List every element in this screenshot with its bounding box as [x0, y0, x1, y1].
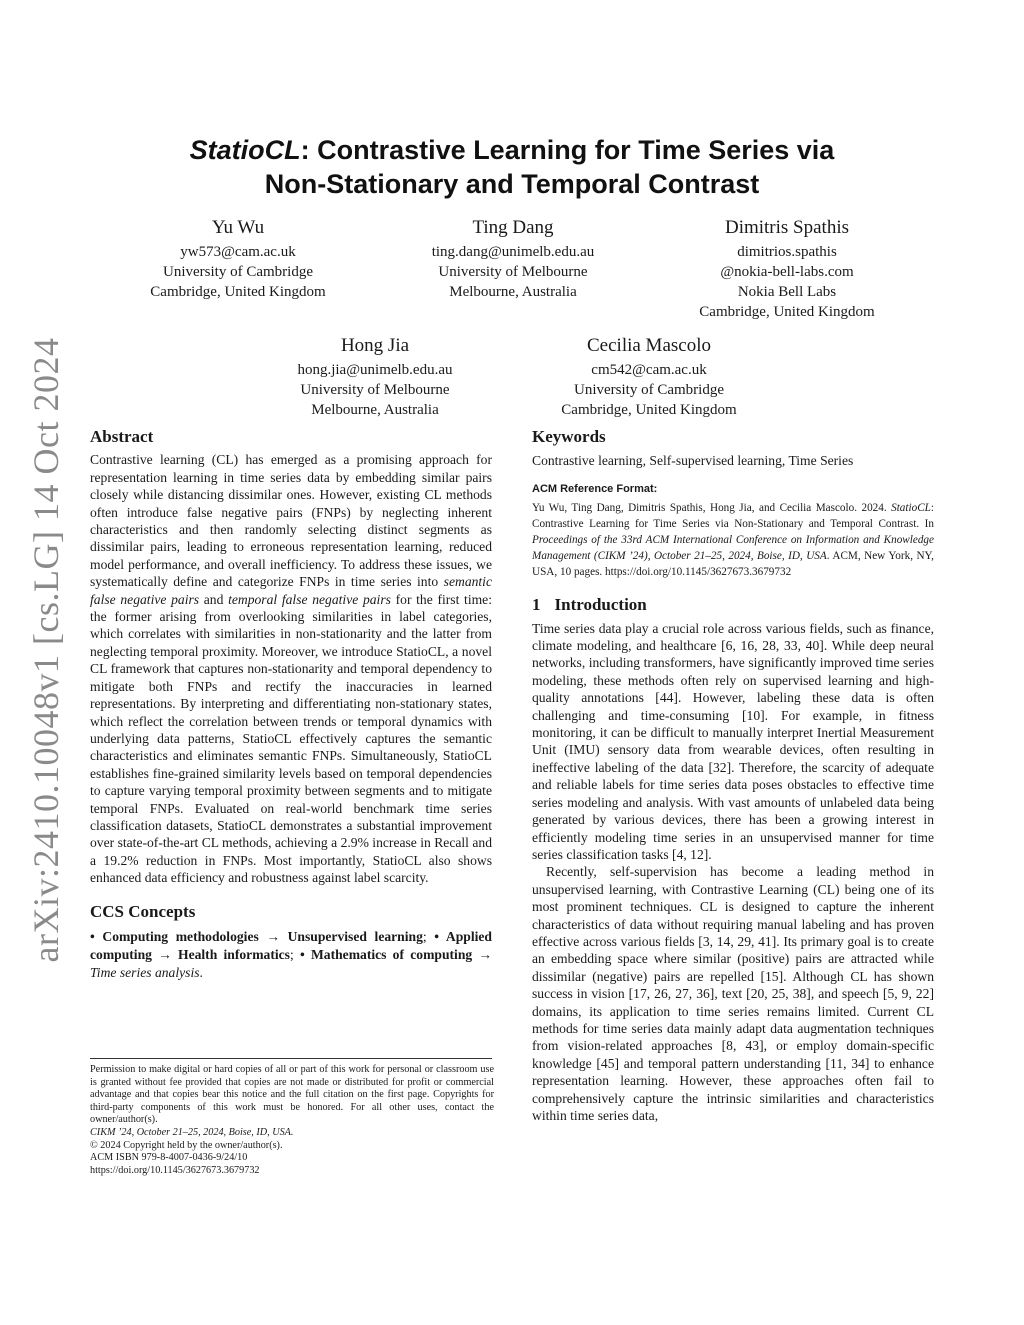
title-line-1-rest: : Contrastive Learning for Time Series via — [300, 135, 835, 165]
ccs-heading: CCS Concepts — [90, 901, 196, 921]
ccs-arrow: → — [151, 946, 178, 962]
arxiv-stamp — [26, 337, 66, 963]
ccs-concept-1a: Unsupervised learning — [287, 928, 423, 944]
footnote-rule — [90, 1058, 492, 1059]
author-location: Cambridge, United Kingdom — [699, 304, 875, 320]
venue-line: CIKM ’24, October 21–25, 2024, Boise, ID, USA. — [90, 1126, 294, 1138]
reference-tail: . ACM, New York, NY, USA, 10 pages. https://doi.org/10.1145/3627673.3679732 — [532, 550, 934, 579]
reference-title: : Contrastive Learning for Time Series via Non-Stationary and Temporal Contrast. In — [532, 502, 934, 531]
left-column — [90, 428, 492, 982]
reference-body — [532, 500, 934, 580]
section-title: Introduction — [554, 595, 647, 615]
ccs-concept-3a: Time series analysis — [90, 964, 200, 980]
author-block — [519, 334, 779, 420]
ccs-sep: ; — [422, 928, 435, 944]
intro-heading — [532, 596, 934, 613]
author-name: Yu Wu — [211, 217, 265, 238]
copyright-line: © 2024 Copyright held by the owner/author(s). — [90, 1139, 283, 1151]
ccs-concept-1: • Computing methodologies — [90, 928, 259, 944]
keywords-heading: Keywords — [532, 427, 606, 446]
intro-body — [532, 620, 934, 1125]
ccs-concept-2a: Health informatics — [178, 946, 290, 962]
author-email: dimitrios.spathis — [737, 244, 837, 260]
author-location: Melbourne, Australia — [449, 284, 577, 300]
abstract-text-1: Contrastive learning (CL) has emerged as a promising approach for representation learning in time series data by embedding similar pairs closely while distancing dissimilar ones. However, existing CL methods often introduce false negative pairs (FNPs) by neglecting inherent characteristics and then randomly selecting distinct segments as dissimilar pairs, leading to erroneous representation learning, reduced model performance, and overall inefficiency. To address these issues, we systematically define and categorize FNPs in time series into — [90, 452, 492, 590]
reference-heading: ACM Reference Format: — [532, 482, 658, 495]
author-name: Cecilia Mascolo — [587, 335, 711, 356]
author-affiliation: University of Melbourne — [438, 264, 588, 280]
intro-paragraph-2: Recently, self-supervision has become a leading method in unsupervised learning, with Contrastive Learning (CL) being one of its most prominent techniques. CL is designed to capture the inherent characteristics of data without requiring manual labeling and has proven effective across various fields [3, 14, 29, 41]. Its primary goal is to create an embedding space where similar (positive) pairs are attracted while dissimilar (negative) pairs are repelled [15]. Although CL has shown success in vision [17, 26, 27, 36], text [20, 25, 38], and speech [5, 9, 22] domains, its application to time series remains limited. Current CL methods for time series data mainly adapt data augmentation techniques from vision-related approaches [8, 43], or employ domain-specific knowledge [45] and temporal pattern understanding [11, 34] to enhance representation learning. However, these approaches often fail to comprehensively capture the intrinsic similarities and characteristics within time series data, — [532, 864, 934, 1123]
abstract-body — [90, 451, 492, 886]
author-email: yw573@cam.ac.uk — [180, 244, 296, 260]
author-name: Ting Dang — [472, 217, 554, 238]
section-number: 1 — [532, 595, 541, 615]
paper-title — [130, 133, 894, 201]
author-email-domain: @nokia-bell-labs.com — [720, 264, 854, 280]
author-location: Cambridge, United Kingdom — [561, 402, 737, 418]
reference-proceedings: Proceedings of the 33rd ACM International Conference on Information and Knowledge Management (CIKM ’24), October 21–25, 2024, Boise, ID, USA — [532, 534, 934, 563]
abstract-italic-2: temporal false negative pairs — [228, 591, 391, 607]
abstract-italic-1: semantic false negative pairs — [90, 574, 492, 607]
author-block — [245, 334, 505, 420]
title-italic: StatioCL — [189, 135, 301, 165]
author-affiliation: University of Melbourne — [300, 382, 450, 398]
title-line-2: Non-Stationary and Temporal Contrast — [264, 169, 760, 199]
ccs-end: . — [199, 964, 203, 980]
ccs-concept-2: • Applied computing — [90, 928, 492, 962]
reference-italic-name: StatioCL — [891, 502, 931, 515]
abstract-heading: Abstract — [90, 427, 154, 446]
author-block — [657, 216, 917, 322]
doi-line: https://doi.org/10.1145/3627673.3679732 — [90, 1164, 260, 1176]
author-affiliation: University of Cambridge — [574, 382, 724, 398]
author-location: Cambridge, United Kingdom — [150, 284, 326, 300]
ccs-sep: ; — [289, 946, 300, 962]
isbn-line: ACM ISBN 979-8-4007-0436-9/24/10 — [90, 1152, 248, 1164]
abstract-text-2: for the first time: the former arising from overlooking similarities in label categories, which correlates with similarities in non-stationarity and the latter from neglecting temporal proximity. Moreover, we introduce StatioCL, a novel CL framework that captures non-stationarity and temporal dependency to mitigate both FNPs and rectify the inaccuracies in learned representations. By interpreting and differentiating non-stationary states, which reflect the correlation between trends or temporal dynamics with underlying data patterns, StatioCL effectively captures the semantic characteristics and eliminates semantic FNPs. Simultaneously, StatioCL establishes fine-grained similarity levels based on temporal dependencies to capture varying temporal proximity between segments and to mitigate temporal FNPs. Evaluated on real-world benchmark time series classification datasets, StatioCL demonstrates a substantial improvement over state-of-the-art CL methods, achieving a 2.9% increase in Recall and a 19.2% reduction in FNPs. Most importantly, StatioCL also shows enhanced data efficiency and robustness against label scarcity. — [90, 591, 492, 886]
intro-paragraph-1: Time series data play a crucial role across various fields, such as finance, climate modeling, and healthcare [6, 16, 28, 33, 40]. While deep neural networks, including transformers, have significantly improved time series modeling, these methods often rely on supervised learning and high-quality annotations [44]. However, labeling these data is often challenging and time-consuming [10]. For example, in fitness monitoring, it can be difficult to manually interpret Inertial Measurement Unit (IMU) sensory data from wearable devices, often resulting in ineffective labeling of the data [32]. Therefore, the scarcity of adequate and reliable labels for time series data poses obstacles to effective time series modeling and analysis. With vast amounts of unlabeled data being generated by various devices, there has been a growing interest in efficiently modeling time series in an unsupervised manner for time series classification tasks [4, 12]. — [532, 620, 934, 862]
author-email: ting.dang@unimelb.edu.au — [431, 244, 595, 260]
ccs-arrow: → — [472, 946, 493, 962]
right-column — [532, 428, 934, 1124]
ccs-concept-3: • Mathematics of computing — [299, 946, 473, 962]
arxiv-id: arXiv:2410.10048v1 [cs.LG] 14 Oct 2024 — [26, 337, 66, 963]
author-block — [383, 216, 643, 302]
author-affiliation: Nokia Bell Labs — [737, 284, 837, 300]
author-name: Hong Jia — [340, 335, 410, 356]
author-block — [108, 216, 368, 302]
author-email: hong.jia@unimelb.edu.au — [297, 362, 453, 378]
reference-authors: Yu Wu, Ting Dang, Dimitris Spathis, Hong Jia, and Cecilia Mascolo. 2024. — [532, 502, 892, 515]
abstract-text-and: and — [199, 591, 229, 607]
permission-text: Permission to make digital or hard copies of all or part of this work for personal or classroom use is granted without fee provided that copies are not made or distributed for profit or commercial advantage and that copies bear this notice and the full citation on the first page. Copyrights for third-party components of this work must be honored. For all other uses, contact the owner/author(s). — [90, 1064, 494, 1126]
ccs-body — [90, 928, 492, 982]
ccs-arrow: → — [258, 928, 288, 944]
author-name: Dimitris Spathis — [724, 217, 850, 238]
permission-block — [90, 1064, 494, 1177]
author-location: Melbourne, Australia — [311, 402, 439, 418]
author-affiliation: University of Cambridge — [163, 264, 313, 280]
author-email: cm542@cam.ac.uk — [591, 362, 707, 378]
title-line-1 — [130, 133, 894, 167]
keywords-text: Contrastive learning, Self-supervised learning, Time Series — [532, 453, 854, 469]
